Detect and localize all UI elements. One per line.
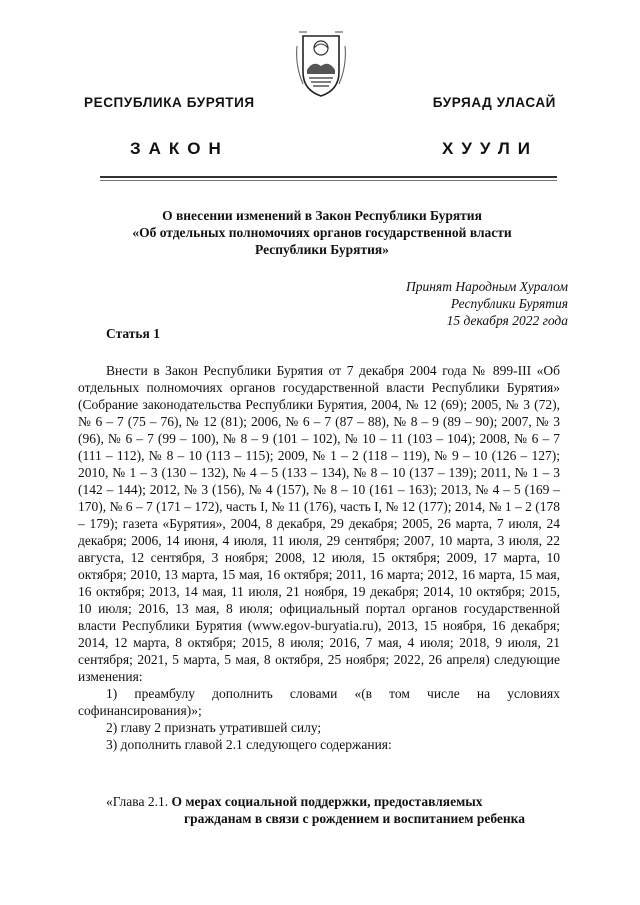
document-title bbox=[96, 207, 548, 258]
chapter-title-line: гражданам в связи с рождением и воспитанием ребенка bbox=[184, 811, 526, 826]
coat-of-arms-icon bbox=[295, 26, 347, 100]
law-label-bua: ХУУЛИ bbox=[442, 139, 538, 158]
header-republic-bua: БУРЯАД УЛАСАЙ bbox=[432, 95, 556, 110]
adoption-note bbox=[406, 278, 568, 329]
amendment-item: 2) главу 2 признать утратившей силу; bbox=[106, 720, 322, 735]
law-label-ru: ЗАКОН bbox=[130, 139, 229, 158]
amendment-item: 3) дополнить главой 2.1 следующего содержания: bbox=[106, 737, 392, 752]
header-republic-ru: РЕСПУБЛИКА БУРЯТИЯ bbox=[84, 95, 255, 110]
article-heading: Статья 1 bbox=[106, 326, 160, 341]
article-body bbox=[78, 362, 560, 753]
adoption-date: 15 декабря 2022 года bbox=[446, 313, 568, 328]
header-divider bbox=[100, 176, 557, 178]
title-line: «Об отдельных полномочиях органов государственной власти bbox=[132, 225, 512, 240]
chapter-prefix: «Глава 2.1. bbox=[106, 794, 172, 809]
adoption-line: Принят Народным Хуралом bbox=[405, 279, 568, 294]
body-paragraph: Внести в Закон Республики Бурятия от 7 декабря 2004 года № 899-III «Об отдельных полномочиях органов государственной власти Республики Бурятия» (Собрание законодательства Республики Бурятия, 2004, № 12 (69); 2005, № 3 (72), № 6 – 7 (75 – 76), № 12 (81); 2006, № 6 – 7 (87 – 88), № 8 – 9 (89 – 90); 2007, № 3 (96), № 6 – 7 (99 – 100), № 8 – 9 (101 – 102), № 10 – 11 (103 – 104); 2008, № 6 – 7 (111 – 112), № 8 – 10 (113 – 115); 2009, № 1 – 2 (118 – 119), № 9 – 10 (126 – 127); 2010, № 1 – 3 (130 – 132), № 4 – 5 (133 – 134), № 8 – 10 (137 – 139); 2011, № 1 – 3 (142 – 144); 2012, № 3 (156), № 4 (157), № 8 – 10 (161 – 163); 2013, № 4 – 5 (169 – 170), № 6 – 7 (171 – 172), часть I, № 11 (176), часть I, № 12 (177); 2014, № 1 – 2 (178 – 179); газета «Бурятия», 2004, 8 декабря, 29 декабря; 2005, 26 марта, 7 июля, 24 декабря; 2006, 14 июня, 4 июля, 11 июля, 29 сентября; 2007, 10 марта, 3 июля, 22 августа, 12 сентября, 3 ноября; 2008, 12 июля, 15 октября; 2009, 17 марта, 10 октября; 2010, 13 марта, 15 мая, 16 октября; 2011, 16 марта; 2012, 16 марта, 15 мая, 16 октября; 2013, 14 мая, 11 июля, 21 ноября, 19 декабря; 2014, 10 октября; 2015, 10 июля; 2016, 13 мая, 8 июля; официальный портал органов государственной власти Республики Бурятия (www.egov-buryatia.ru), 2013, 15 ноября, 16 декабря; 2014, 12 марта, 8 октября; 2015, 8 июля; 2016, 7 мая, 4 июля; 2018, 9 июля, 21 сентября; 2021, 5 марта, 5 мая, 8 октября, 25 ноября; 2022, 26 апреля) следующие изменения: bbox=[78, 363, 561, 684]
title-line: Республики Бурятия» bbox=[255, 242, 389, 257]
amendment-list bbox=[78, 685, 560, 753]
header-divider-thin bbox=[100, 180, 557, 181]
chapter-heading bbox=[78, 793, 560, 827]
chapter-title-line: О мерах социальной поддержки, предоставляемых bbox=[171, 794, 483, 809]
title-line: О внесении изменений в Закон Республики Бурятия bbox=[162, 208, 482, 223]
amendment-item: 1) преамбулу дополнить словами «(в том числе на условиях софинансирования)»; bbox=[78, 686, 560, 718]
adoption-line: Республики Бурятия bbox=[450, 296, 568, 311]
